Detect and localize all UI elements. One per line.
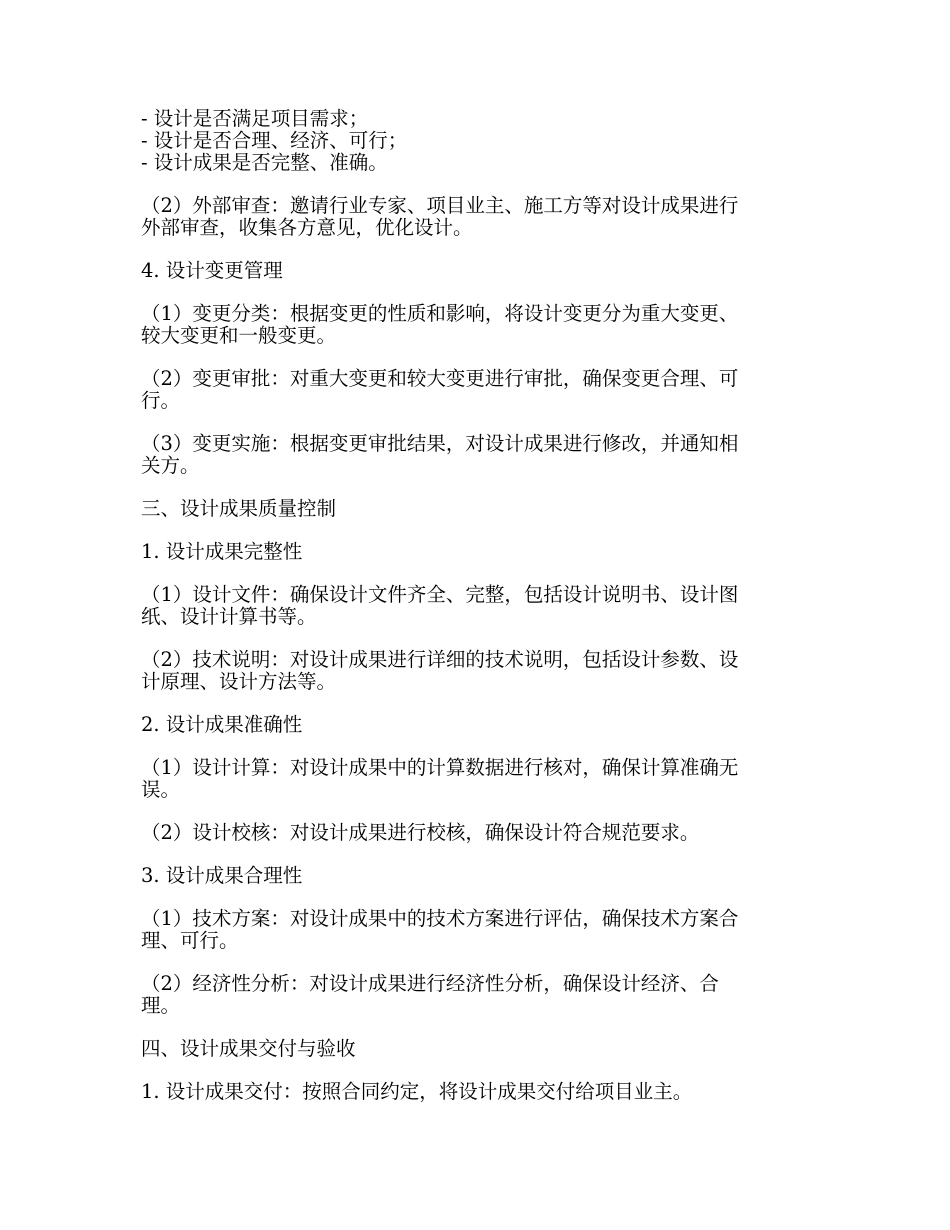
paragraph-line: 1. 设计成果交付：按照合同约定，将设计成果交付给项目业主。 — [141, 1080, 693, 1103]
section-heading-quality-control — [141, 498, 813, 520]
review-criteria-list — [141, 108, 813, 174]
paragraph-line: （1）技术方案：对设计成果中的技术方案进行评估，确保技术方案合 — [141, 907, 739, 930]
paragraph-external-review — [141, 195, 813, 239]
list-item: - 设计是否合理、经济、可行； — [141, 129, 408, 152]
paragraph-change-classification — [141, 303, 813, 347]
paragraph-line: （1）变更分类：根据变更的性质和影响，将设计变更分为重大变更、 — [141, 302, 739, 325]
paragraph-line: （2）经济性分析：对设计成果进行经济性分析，确保设计经济、合 — [141, 972, 719, 995]
heading-text: 1. 设计成果完整性 — [141, 540, 303, 563]
paragraph-line: （1）设计计算：对设计成果中的计算数据进行核对，确保计算准确无 — [141, 756, 739, 779]
document-page — [141, 108, 813, 1124]
heading-completeness — [141, 541, 813, 563]
paragraph-line: 纸、设计计算书等。 — [141, 605, 317, 628]
heading-text: 三、设计成果质量控制 — [141, 497, 337, 520]
paragraph-line: 外部审查，收集各方意见，优化设计。 — [141, 216, 473, 239]
paragraph-line: 较大变更和一般变更。 — [141, 324, 337, 347]
heading-text: 3. 设计成果合理性 — [141, 864, 303, 887]
heading-text: 4. 设计变更管理 — [141, 259, 283, 282]
paragraph-line: 理。 — [141, 994, 181, 1017]
paragraph-line: 理、可行。 — [141, 929, 239, 952]
paragraph-line: 关方。 — [141, 454, 200, 477]
paragraph-line: （3）变更实施：根据变更审批结果，对设计成果进行修改，并通知相 — [141, 432, 739, 455]
list-item: - 设计成果是否完整、准确。 — [141, 151, 388, 174]
heading-accuracy — [141, 714, 813, 736]
heading-text: 2. 设计成果准确性 — [141, 713, 303, 736]
paragraph-line: 行。 — [141, 389, 181, 412]
paragraph-design-calculation — [141, 757, 813, 801]
paragraph-change-approval — [141, 368, 813, 412]
paragraph-line: 误。 — [141, 778, 181, 801]
paragraph-line: （2）变更审批：对重大变更和较大变更进行审批，确保变更合理、可 — [141, 367, 739, 390]
paragraph-design-check — [141, 822, 813, 844]
paragraph-delivery — [141, 1081, 813, 1103]
section-heading-delivery-acceptance — [141, 1038, 813, 1060]
paragraph-line: （2）外部审查：邀请行业专家、项目业主、施工方等对设计成果进行 — [141, 194, 739, 217]
heading-text: 四、设计成果交付与验收 — [141, 1037, 356, 1060]
paragraph-economic-analysis — [141, 973, 813, 1017]
paragraph-line: （2）技术说明：对设计成果进行详细的技术说明，包括设计参数、设 — [141, 648, 739, 671]
list-item: - 设计是否满足项目需求； — [141, 107, 369, 130]
heading-rationality — [141, 865, 813, 887]
paragraph-technical-description — [141, 649, 813, 693]
paragraph-design-documents — [141, 584, 813, 628]
paragraph-technical-scheme — [141, 908, 813, 952]
heading-design-change-management — [141, 260, 813, 282]
paragraph-line: （2）设计校核：对设计成果进行校核，确保设计符合规范要求。 — [141, 821, 700, 844]
paragraph-line: （1）设计文件：确保设计文件齐全、完整，包括设计说明书、设计图 — [141, 583, 739, 606]
paragraph-change-implementation — [141, 433, 813, 477]
paragraph-line: 计原理、设计方法等。 — [141, 670, 337, 693]
